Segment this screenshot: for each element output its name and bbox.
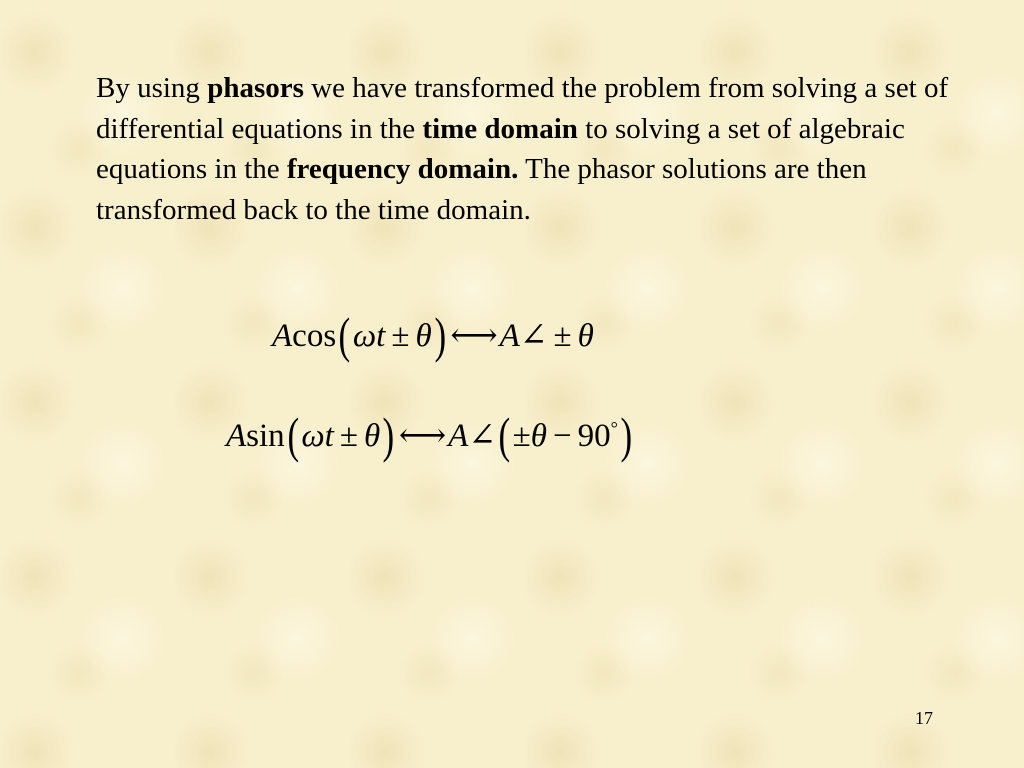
angle-symbol: ∠ xyxy=(519,318,548,354)
right-paren: ) xyxy=(620,407,632,463)
theta-symbol: θ xyxy=(530,418,547,454)
plus-minus-symbol: ± xyxy=(391,318,410,354)
plus-minus-symbol: ± xyxy=(553,318,572,354)
phasor-amplitude-symbol: A xyxy=(499,318,520,354)
degree-symbol: ° xyxy=(610,418,618,438)
omega-symbol: ω xyxy=(301,418,325,454)
term-frequency-domain: frequency domain. xyxy=(286,153,519,186)
page-number: 17 xyxy=(915,708,933,728)
right-paren: ) xyxy=(382,407,395,463)
double-arrow-icon: ⟷ xyxy=(450,318,498,354)
text-segment: By using xyxy=(96,72,208,104)
left-paren: ( xyxy=(338,307,351,363)
right-paren: ) xyxy=(434,307,446,363)
theta-symbol: θ xyxy=(577,318,594,354)
body-paragraph xyxy=(96,68,966,230)
minus-symbol: − xyxy=(552,418,572,454)
equation-cosine-phasor xyxy=(272,307,594,363)
left-paren: ( xyxy=(498,407,511,463)
text-segment: we have transformed the problem from solving a set of differential equations in the xyxy=(96,72,949,145)
phasor-amplitude-symbol: A xyxy=(448,418,469,454)
amplitude-symbol: A xyxy=(226,418,247,454)
left-paren: ( xyxy=(287,407,299,463)
function-cos: cos xyxy=(292,318,337,354)
function-sin: sin xyxy=(246,418,285,454)
amplitude-symbol: A xyxy=(272,318,293,354)
text-segment: The phasor solutions are then transformed back to the time domain. xyxy=(96,153,867,226)
plus-minus-symbol: ± xyxy=(512,418,531,454)
time-symbol: t xyxy=(376,318,386,354)
angle-symbol: ∠ xyxy=(468,418,496,454)
double-arrow-icon: ⟷ xyxy=(398,418,447,454)
equation-sine-phasor xyxy=(226,407,634,463)
text-segment: to solving a set of algebraic equations in the xyxy=(96,112,905,186)
time-symbol: t xyxy=(324,418,334,454)
degree-value: 90 xyxy=(577,418,611,454)
theta-symbol: θ xyxy=(415,318,432,354)
omega-symbol: ω xyxy=(352,318,377,354)
theta-symbol: θ xyxy=(363,418,381,454)
term-phasors: phasors xyxy=(207,72,304,104)
term-time-domain: time domain xyxy=(422,112,578,145)
plus-minus-symbol: ± xyxy=(339,418,358,454)
